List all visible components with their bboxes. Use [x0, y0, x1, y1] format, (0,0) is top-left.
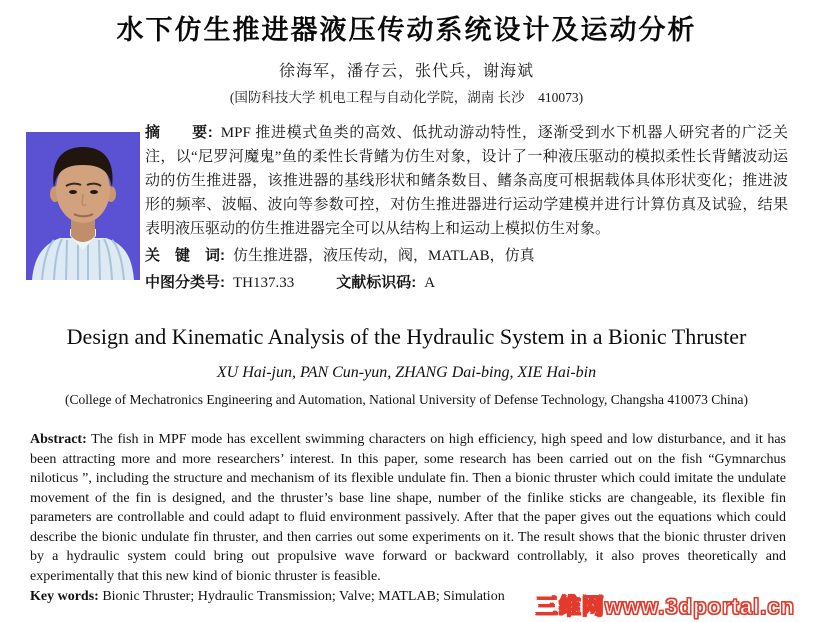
- chinese-affiliation: (国防科技大学 机电工程与自动化学院，湖南 长沙 410073): [229, 90, 584, 105]
- eye-right: [90, 190, 98, 194]
- chinese-abstract-block: [145, 121, 788, 295]
- eye-left: [69, 190, 77, 194]
- author-photo: [26, 132, 140, 280]
- author-photo-illustration: [26, 132, 140, 280]
- english-abstract: [30, 430, 786, 586]
- english-title: Design and Kinematic Analysis of the Hydraulic System in a Bionic Thruster: [66, 324, 747, 349]
- english-abstract-label: Abstract:: [30, 432, 87, 447]
- english-keywords-label: Key words:: [30, 589, 99, 604]
- english-affiliation: (College of Mechatronics Engineering and Automation, National University of Defense Technology, Changsha 410073 China): [65, 392, 748, 407]
- watermark: 三维网www.3dportal.cn: [535, 594, 795, 619]
- english-keywords-text: Bionic Thruster; Hydraulic Transmission; Valve; MATLAB; Simulation: [102, 589, 505, 604]
- english-authors: XU Hai-jun, PAN Cun-yun, ZHANG Dai-bing, XIE Hai-bin: [216, 364, 597, 381]
- chinese-authors: 徐海军，潘存云，张代兵，谢海斌: [278, 63, 534, 80]
- chinese-keywords-label: 关 键 词:: [145, 247, 225, 264]
- english-abstract-block: [30, 430, 786, 607]
- document-code-value: A: [424, 275, 436, 291]
- chinese-keywords-text: 仿生推进器，液压传动，阀，MATLAB，仿真: [233, 248, 535, 264]
- classification-line: [145, 271, 788, 295]
- document-code-label: 文献标识码:: [336, 274, 417, 291]
- clc-value: TH137.33: [233, 275, 295, 291]
- chinese-abstract-text: MPF 推进模式鱼类的高效、低扰动游动特性，逐渐受到水下机器人研究者的广泛关注，以“尼罗河魔鬼”鱼的柔性长背鳍为仿生对象，设计了一种液压驱动的模拟柔性长背鳍波动运动的仿生推进器，该推进器的基线形状和鳍条数目、鳍条高度可根据载体具体形状变化；推进波形的频率、波幅、波向等参数可控，对仿生推进器进行运动学建模并进行计算仿真及试验，结果表明液压驱动的仿生推进器完全可以从结构上和运动上模拟仿生对象。: [145, 125, 789, 237]
- english-abstract-text: The fish in MPF mode has excellent swimming characters on high efficiency, high speed and low disturbance, and it has been attracting more and more researchers’ interest. In this paper, some research has been carried out on the fish “Gymnarchus niloticus ”, including the structure and mechanism of its flexible undulate fin. Then a bionic thruster which could imitate the undulate movement of the fin is designed, and the thruster’s base line shape, number of the finlike sticks are changeable, its flexible fin parameters are controllable and could adapt to fluid environment passively. After that the paper gives out the equations which could describe the bionic undulate fin thruster, and then carries out some experiments on it. The result shows that the bionic thruster driven by a hydraulic system could bring out propulsive wave forward or backward controllably, it also proves theoretically and experimentally that this new kind of bionic thruster is feasible.: [30, 432, 786, 584]
- clc-label: 中图分类号:: [145, 274, 225, 291]
- chinese-abstract-label: 摘 要:: [145, 124, 213, 141]
- chinese-abstract: [145, 121, 788, 241]
- chinese-keywords: [145, 244, 788, 268]
- chinese-title: 水下仿生推进器液压传动系统设计及运动分析: [116, 15, 697, 45]
